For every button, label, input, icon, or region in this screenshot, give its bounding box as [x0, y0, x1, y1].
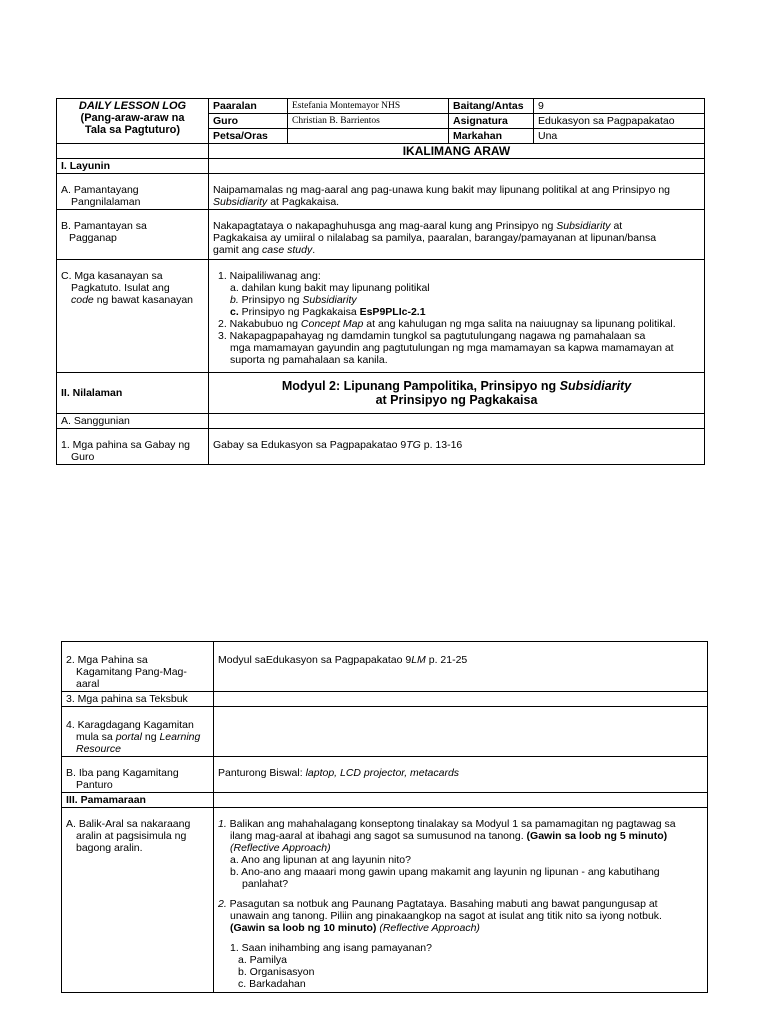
a-text-em: Subsidiarity	[213, 196, 268, 208]
p2-text-em: LM	[411, 654, 426, 666]
ba-label-line1: A. Balik-Aral sa nakaraang	[66, 818, 191, 830]
s1-text-2-bold: (Gawin sa loob ng 5 minuto)	[526, 830, 668, 842]
b-text-3-em: case study	[262, 244, 313, 256]
a-text-line2	[213, 196, 700, 208]
sanggunian-row	[57, 414, 705, 429]
p2-text-b: p. 21-25	[425, 654, 468, 666]
gabay-guro-row	[57, 429, 705, 465]
ba-label-line3: bagong aralin.	[76, 842, 143, 854]
p1-text-b: p. 13-16	[420, 439, 463, 451]
s1-a: a. Ano ang lipunan at ang layunin nito?	[230, 854, 411, 866]
c-item-1c-num: c.	[230, 306, 239, 318]
c-label-line3	[61, 294, 204, 306]
s1-num: 1.	[218, 818, 227, 830]
c-label-code: code	[71, 294, 94, 306]
iba-pang-kagamitan-text	[214, 757, 708, 793]
c-item-2-em: Concept Map	[300, 318, 364, 330]
a-text-line1: Naipamamalas ng mag-aaral ang pag-unawa kung bakit may lipunang politikal at ang Prinsipyo ng	[213, 184, 671, 196]
s1-text-3-em: (Reflective Approach)	[230, 842, 331, 854]
b-text-3b: .	[312, 244, 316, 256]
layunin-row	[57, 159, 705, 174]
baitang-label: Baitang/Antas	[449, 99, 534, 114]
sanggunian-empty	[209, 414, 705, 429]
petsa-value	[288, 129, 449, 144]
a-label-line1: A. Pamantayang	[61, 184, 139, 196]
asignatura-label: Asignatura	[449, 114, 534, 129]
c-item-1c-text: Prinsipyo ng Pagkakaisa	[238, 306, 360, 318]
c-item-2b: at ang kahulugan ng mga salita na naiuugnay sa lipunang politikal.	[363, 318, 676, 330]
pamantayang-pangnilalaman-row	[57, 174, 705, 210]
s1-line1	[218, 818, 703, 830]
pamantayang-pangnilalaman-text	[209, 174, 705, 210]
karagdagang-kagamitan-label	[62, 707, 214, 757]
layunin-empty	[209, 159, 705, 174]
q1-c: c. Barkadahan	[238, 978, 306, 990]
nilalaman-heading: II. Nilalaman	[57, 373, 209, 414]
c-item-2	[218, 318, 700, 330]
b2-text-em: laptop, LCD projector, metacards	[305, 767, 460, 779]
p4-label-2-em: portal	[115, 731, 142, 743]
kagamitang-mag-aaral-row	[62, 642, 708, 692]
lesson-log-table-page2	[61, 641, 708, 993]
q1-b: b. Organisasyon	[238, 966, 315, 978]
c-item-1b-em: Subsidiarity	[302, 294, 357, 306]
b2-label-line2: Panturo	[76, 779, 113, 791]
markahan-value: Una	[534, 129, 705, 144]
iba-pang-kagamitan-label	[62, 757, 214, 793]
teksbuk-label: 3. Mga pahina sa Teksbuk	[62, 692, 214, 707]
c-item-3-line3: suporta ng pamahalaan sa kanila.	[230, 354, 388, 366]
markahan-label: Markahan	[449, 129, 534, 144]
s1-line3	[218, 842, 703, 854]
b-text-line2: Pagkakaisa ay umiiral o nilalabag sa pamilya, paaralan, barangay/pamayanan at lipunan/bansa	[213, 232, 657, 244]
c-item-1: 1. Naipaliliwanag ang:	[218, 270, 321, 282]
pamantayan-pagganap-label	[57, 210, 209, 260]
s2-line3	[218, 922, 703, 934]
kasanayan-text	[209, 260, 705, 373]
p1-text-a: Gabay sa Edukasyon sa Pagpapakatao 9	[213, 439, 407, 451]
kagamitang-mag-aaral-text	[214, 642, 708, 692]
gabay-guro-text	[209, 429, 705, 465]
balik-aral-text	[214, 808, 708, 993]
p1-label-line1: 1. Mga pahina sa Gabay ng	[61, 439, 191, 451]
c-label-line1: C. Mga kasanayan sa	[61, 270, 163, 282]
p1-label-line2: Guro	[71, 451, 95, 463]
ba-label-line2: aralin at pagsisimula ng	[76, 830, 187, 842]
karagdagang-kagamitan-row	[62, 707, 708, 757]
p4-label-2-em2: Learning	[159, 731, 201, 743]
b-text-line1	[213, 220, 700, 232]
day-row-empty	[57, 144, 209, 159]
log-title	[57, 99, 209, 144]
petsa-label: Petsa/Oras	[209, 129, 288, 144]
paaralan-value: Estefania Montemayor NHS	[288, 99, 449, 114]
s2-line2: unawain ang tanong. Piliin ang pinakaangkop na sagot at isulat ang titik nito sa iyong notbuk.	[230, 910, 662, 922]
p1-text-em: TG	[406, 439, 421, 451]
kasanayan-row	[57, 260, 705, 373]
nilalaman-row	[57, 373, 705, 414]
b-label-line2: Pagganap	[69, 232, 117, 244]
s2-text-3-em: (Reflective Approach)	[376, 922, 480, 934]
p2-label-line2: Kagamitang Pang-Mag-	[76, 666, 187, 678]
spacer-2	[218, 934, 703, 942]
c-item-1a: a. dahilan kung bakit may lipunang politikal	[230, 282, 430, 294]
b-text-1b: at	[610, 220, 623, 232]
s1-b-line2: panlahat?	[242, 878, 289, 890]
c-item-3-line2: mga mamamayan gayundin ang pagtutulungan ng mga mamamayan sa kapwa mamamayan at	[230, 342, 674, 354]
module-line1-text: Modyul 2: Lipunang Pampolitika, Prinsipyo ng	[281, 379, 560, 393]
c-label-line2: Pagkatuto. Isulat ang	[71, 282, 170, 294]
paaralan-label: Paaralan	[209, 99, 288, 114]
title-line-2: (Pang-araw-araw na	[80, 112, 185, 124]
b-text-line3	[213, 244, 700, 256]
guro-label: Guro	[209, 114, 288, 129]
s1-text-1: Balikan ang mahahalagang konseptong tinalakay sa Modyul 1 sa pamamagitan ng pagtawag sa	[226, 818, 676, 830]
pamantayan-pagganap-row	[57, 210, 705, 260]
asignatura-value: Edukasyon sa Pagpapakatao	[534, 114, 705, 129]
day-title: IKALIMANG ARAW	[209, 144, 705, 159]
pamamaraan-row	[62, 793, 708, 808]
layunin-heading: I. Layunin	[57, 159, 209, 174]
balik-aral-row	[62, 808, 708, 993]
c-label-rest: ng bawat kasanayan	[93, 294, 194, 306]
p2-label-line1: 2. Mga Pahina sa	[66, 654, 148, 666]
module-line1-em: Subsidiarity	[559, 379, 632, 393]
c-item-2a: 2. Nakabubuo ng	[218, 318, 301, 330]
spacer	[218, 890, 703, 898]
b2-label-line1: B. Iba pang Kagamitang	[66, 767, 179, 779]
a-text-rest: at Pagkakaisa.	[267, 196, 340, 208]
title-line-1: DAILY LESSON LOG	[78, 100, 187, 112]
module-line1	[213, 379, 700, 393]
c-item-3-line1: 3. Nakapagpapahayag ng damdamin tungkol sa pagtutulungang nagawa ng pamahalaan sa	[218, 330, 646, 342]
module-line2: at Prinsipyo ng Pagkakaisa	[375, 393, 538, 407]
b2-text-a: Panturong Biswal:	[218, 767, 306, 779]
baitang-value: 9	[534, 99, 705, 114]
s2-text-1: Pasagutan sa notbuk ang Paunang Pagtataya. Basahing mabuti ang bawat pangungusap at	[226, 898, 658, 910]
p4-label-line2	[66, 731, 209, 743]
a-label-line2: Pangnilalaman	[71, 196, 141, 208]
c-item-1b	[218, 294, 700, 306]
day-row	[57, 144, 705, 159]
b-label-line1: B. Pamantayan sa	[61, 220, 147, 232]
q1: 1. Saan inihambing ang isang pamayanan?	[230, 942, 432, 954]
title-line-3: Tala sa Pagtuturo)	[84, 124, 181, 136]
b-text-1a: Nakapagtataya o nakapaghuhusga ang mag-aaral kung ang Prinsipyo ng	[213, 220, 557, 232]
gabay-guro-label	[57, 429, 209, 465]
s2-text-3-bold: (Gawin sa loob ng 10 minuto)	[230, 922, 377, 934]
s1-line2	[218, 830, 703, 842]
pamamaraan-empty	[214, 793, 708, 808]
c-item-1c	[218, 306, 700, 318]
s1-b-line1: b. Ano-ano ang maaari mong gawin upang makamit ang layunin ng lipunan - ang kabutihang	[230, 866, 660, 878]
p4-label-2b: ng	[141, 731, 160, 743]
c-item-1b-text: Prinsipyo ng	[238, 294, 303, 306]
iba-pang-kagamitan-row	[62, 757, 708, 793]
header-row-1	[57, 99, 705, 114]
b-text-3a: gamit ang	[213, 244, 263, 256]
pamamaraan-heading: III. Pamamaraan	[62, 793, 214, 808]
pamantayang-pangnilalaman-label	[57, 174, 209, 210]
kasanayan-label	[57, 260, 209, 373]
p2-label-line3: aaral	[76, 678, 100, 690]
s2-line1	[218, 898, 703, 910]
guro-value: Christian B. Barrientos	[288, 114, 449, 129]
c-item-1b-num: b.	[230, 294, 239, 306]
c-item-1c-code: EsP9PLIc-2.1	[359, 306, 426, 318]
kagamitang-mag-aaral-label	[62, 642, 214, 692]
p4-label-line1: 4. Karagdagang Kagamitan	[66, 719, 194, 731]
teksbuk-row	[62, 692, 708, 707]
karagdagang-kagamitan-empty	[214, 707, 708, 757]
p4-label-line3	[66, 743, 209, 755]
s1-text-2a: ilang mag-aaral at ibahagi ang sagot sa sumusunod na tanong.	[230, 830, 527, 842]
teksbuk-empty	[214, 692, 708, 707]
module-title	[209, 373, 705, 414]
p4-label-2a: mula sa	[76, 731, 116, 743]
lesson-log-table-page1	[56, 98, 705, 465]
sanggunian-label: A. Sanggunian	[57, 414, 209, 429]
s2-num: 2.	[218, 898, 227, 910]
b-text-1-em: Subsidiarity	[556, 220, 611, 232]
p2-text-a: Modyul saEdukasyon sa Pagpapakatao 9	[218, 654, 412, 666]
balik-aral-label	[62, 808, 214, 993]
pamantayan-pagganap-text	[209, 210, 705, 260]
p4-label-3-em: Resource	[76, 743, 121, 755]
q1-a: a. Pamilya	[238, 954, 288, 966]
